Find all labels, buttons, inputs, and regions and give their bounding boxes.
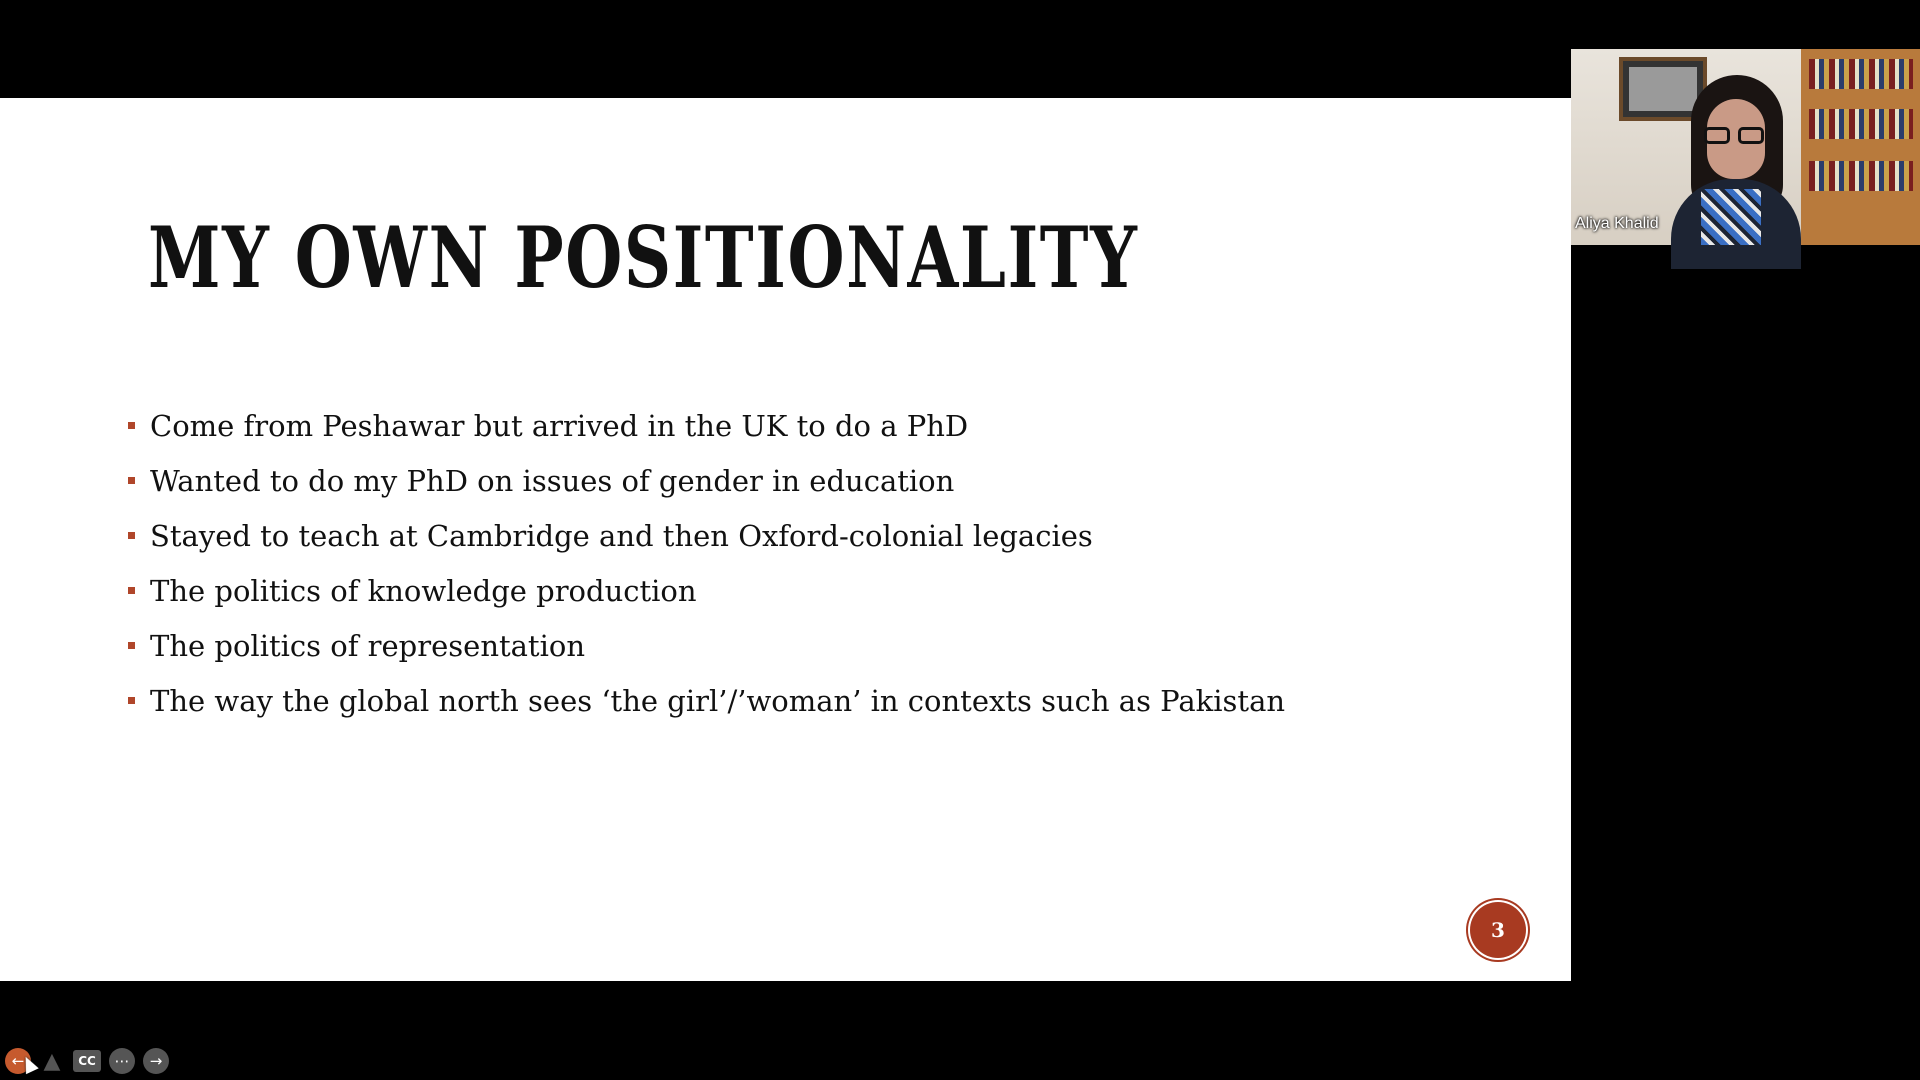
bullet-text: Stayed to teach at Cambridge and then Oxford-colonial legacies (150, 518, 1093, 553)
participant-name-label: Aliya Khalid (1575, 215, 1659, 232)
presentation-slide (0, 98, 1571, 1074)
bullet-item (128, 508, 1285, 563)
bullet-square-icon (128, 477, 135, 484)
slide-title: MY OWN POSITIONALITY (148, 208, 1139, 307)
pointer-icon[interactable]: ▲ (43, 1048, 61, 1074)
bullet-square-icon (128, 422, 135, 429)
arrow-left-icon[interactable]: ← (5, 1048, 31, 1074)
bullet-text: Wanted to do my PhD on issues of gender in education (150, 463, 955, 498)
participant-scarf (1701, 189, 1761, 245)
slide-number-badge: 3 (1470, 902, 1526, 958)
bullet-item (128, 563, 1285, 618)
bullet-square-icon (128, 697, 135, 704)
ellipsis-icon[interactable]: ⋯ (109, 1048, 135, 1074)
participant-glasses (1704, 127, 1766, 145)
bullet-text: The way the global north sees ‘the girl’/’woman’ in contexts such as Pakistan (150, 683, 1286, 718)
books (1809, 161, 1913, 191)
bullet-item (128, 453, 1285, 508)
bullet-list (128, 398, 1285, 728)
bullet-square-icon (128, 642, 135, 649)
books (1809, 59, 1913, 89)
bullet-item (128, 673, 1285, 728)
participant-video-tile[interactable] (1571, 49, 1920, 245)
arrow-right-icon[interactable]: → (143, 1048, 169, 1074)
bullet-item (128, 618, 1285, 673)
bullet-text: The politics of representation (150, 628, 585, 663)
bullet-square-icon (128, 587, 135, 594)
books (1809, 109, 1913, 139)
bullet-text: The politics of knowledge production (150, 573, 697, 608)
bullet-text: Come from Peshawar but arrived in the UK to do a PhD (150, 408, 969, 443)
captions-button[interactable]: CC (73, 1050, 101, 1072)
bullet-square-icon (128, 532, 135, 539)
bullet-item (128, 398, 1285, 453)
